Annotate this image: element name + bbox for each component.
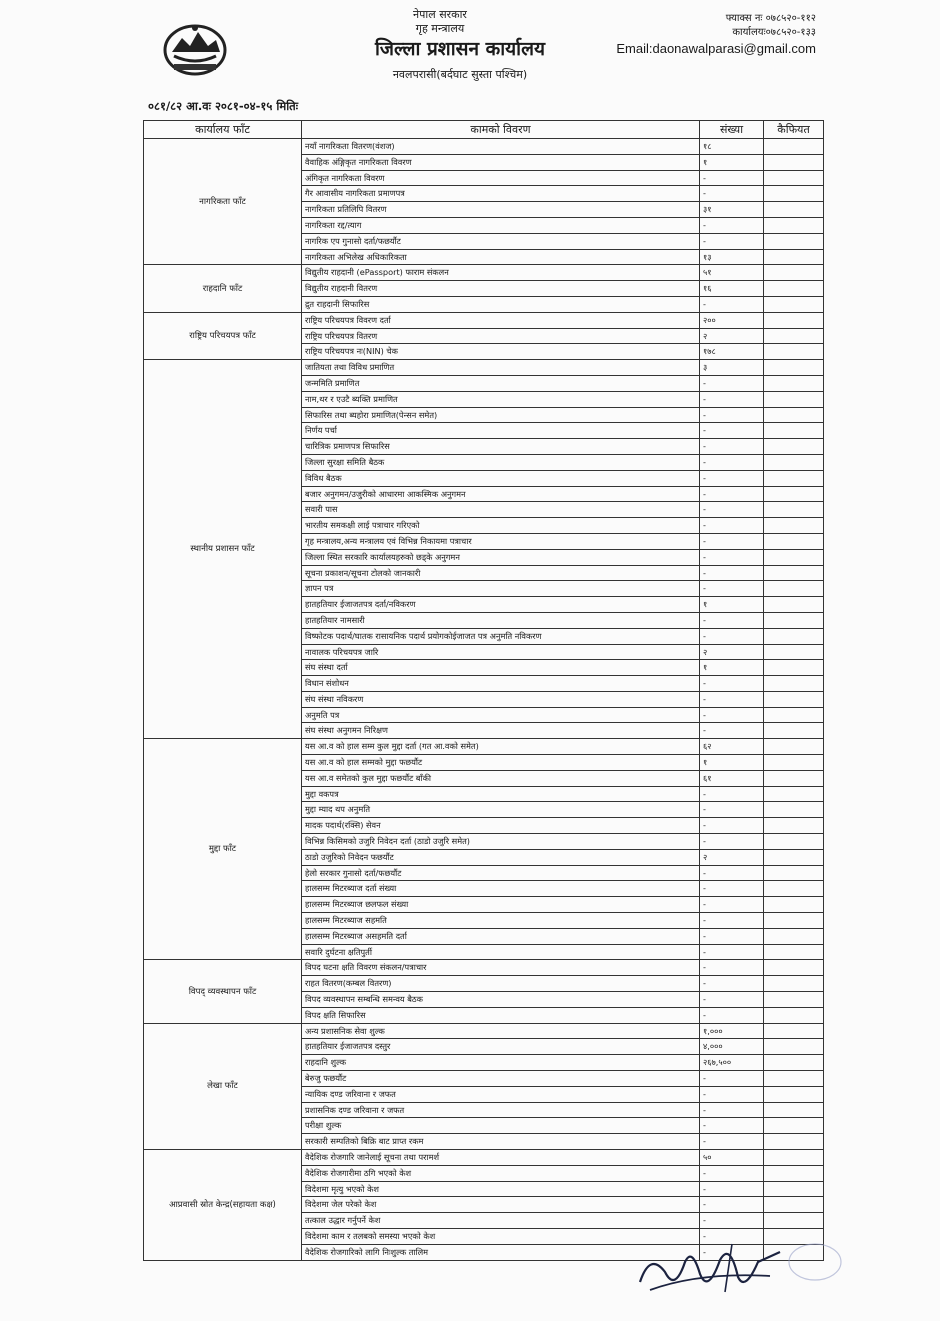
table-row <box>144 139 824 155</box>
task-cell: विद्युतीय राहदानी (ePassport) फाराम संकलन <box>302 265 700 281</box>
task-cell: सरकारी सम्पतिको बिक्रि बाट प्राप्त रकम <box>302 1134 700 1150</box>
count-cell: - <box>700 518 764 534</box>
count-cell: - <box>700 233 764 249</box>
remarks-cell <box>764 1197 824 1213</box>
count-cell: - <box>700 691 764 707</box>
table-row <box>144 265 824 281</box>
count-cell: ६२ <box>700 739 764 755</box>
section-name-cell: आप्रवासी स्रोत केन्द्र(सहायता कक्ष) <box>144 1150 302 1261</box>
remarks-cell <box>764 597 824 613</box>
count-cell: - <box>700 612 764 628</box>
remarks-cell <box>764 1055 824 1071</box>
task-cell: नागरिक एप गुनासो दर्ता/फछर्यौट <box>302 233 700 249</box>
count-cell: - <box>700 676 764 692</box>
task-cell: वैदेशिक रोजगारिको लागि निःशुल्क तालिम <box>302 1244 700 1260</box>
task-cell: विदेशमा काम र तलबको समस्या भएको केश <box>302 1228 700 1244</box>
count-cell: ६१ <box>700 770 764 786</box>
count-cell: - <box>700 391 764 407</box>
task-cell: वैदेशिक रोजगारीमा ठगि भएको केश <box>302 1165 700 1181</box>
remarks-cell <box>764 897 824 913</box>
task-cell: नाम,थर र एउटै ब्यक्ति प्रमाणित <box>302 391 700 407</box>
remarks-cell <box>764 233 824 249</box>
remarks-cell <box>764 1023 824 1039</box>
count-cell: - <box>700 502 764 518</box>
task-cell: राष्ट्रिय परिचयपत्र विवरण दर्ता <box>302 312 700 328</box>
remarks-cell <box>764 170 824 186</box>
phone-number: कार्यालयः०७८५२०-१३३ <box>732 27 816 38</box>
task-cell: न्यायिक दण्ड जरिवाना र जफत <box>302 1086 700 1102</box>
task-cell: द्रुत राहदानी सिफारिस <box>302 296 700 312</box>
count-cell: - <box>700 834 764 850</box>
remarks-cell <box>764 1150 824 1166</box>
count-cell: - <box>700 296 764 312</box>
section-name-cell: राष्ट्रिय परिचयपत्र फाँट <box>144 312 302 359</box>
nepal-emblem-icon <box>160 22 230 78</box>
task-cell: परीक्षा शुल्क <box>302 1118 700 1134</box>
section-name-cell: मुद्दा फाँट <box>144 739 302 960</box>
task-cell: सवारि दुर्घटना क्षतिपुर्ती <box>302 944 700 960</box>
task-cell: हालसम्म मिटरब्याज सहमति <box>302 913 700 929</box>
count-cell: १३ <box>700 249 764 265</box>
count-cell: - <box>700 217 764 233</box>
signature-image <box>630 1232 845 1312</box>
remarks-cell <box>764 1039 824 1055</box>
remarks-cell <box>764 818 824 834</box>
remarks-cell <box>764 470 824 486</box>
count-cell: - <box>700 454 764 470</box>
count-cell: - <box>700 928 764 944</box>
task-cell: जिल्ला सुरक्षा समिति बैठक <box>302 454 700 470</box>
count-cell: - <box>700 1102 764 1118</box>
task-cell: जन्ममिति प्रमाणित <box>302 375 700 391</box>
task-cell: निर्णय पर्चा <box>302 423 700 439</box>
remarks-cell <box>764 186 824 202</box>
task-cell: संघ संस्था नविकरण <box>302 691 700 707</box>
remarks-cell <box>764 755 824 771</box>
count-cell: १८ <box>700 139 764 155</box>
remarks-cell <box>764 1086 824 1102</box>
count-cell: - <box>700 1086 764 1102</box>
remarks-cell <box>764 249 824 265</box>
table-row <box>144 360 824 376</box>
task-cell: मुद्दा म्याद थप अनुमति <box>302 802 700 818</box>
remarks-cell <box>764 865 824 881</box>
task-cell: ज्ञापन पत्र <box>302 581 700 597</box>
count-cell: ५० <box>700 1150 764 1166</box>
count-cell: - <box>700 865 764 881</box>
task-cell: राष्ट्रिय परिचयपत्र नः(NIN) चेक <box>302 344 700 360</box>
task-cell: गृह मन्त्रालय,अन्य मन्त्रालय एवं विभिन्न निकायमा पत्राचार <box>302 533 700 549</box>
remarks-cell <box>764 628 824 644</box>
task-cell: विविध बैठक <box>302 470 700 486</box>
remarks-cell <box>764 944 824 960</box>
remarks-cell <box>764 723 824 739</box>
task-cell: यस आ.व को हाल सम्म कुल मुद्दा दर्ता (गत आ.वको समेत) <box>302 739 700 755</box>
section-name-cell: लेखा फाँट <box>144 1023 302 1149</box>
task-cell: नावालक परिचयपत्र जारि <box>302 644 700 660</box>
remarks-cell <box>764 849 824 865</box>
task-cell: वैवाहिक अंङ्गिकृत नागरिकता विवरण <box>302 154 700 170</box>
task-cell: जिल्ला स्थित सरकारि कार्यालयहरुको छड्के अनुगमन <box>302 549 700 565</box>
remarks-cell <box>764 992 824 1008</box>
count-cell: - <box>700 375 764 391</box>
header-task: कामको विवरण <box>302 121 700 139</box>
count-cell: - <box>700 707 764 723</box>
task-cell: हेलो सरकार गुनासो दर्ता/फछर्यौट <box>302 865 700 881</box>
count-cell: १७८ <box>700 344 764 360</box>
count-cell: २ <box>700 644 764 660</box>
remarks-cell <box>764 454 824 470</box>
count-cell: - <box>700 802 764 818</box>
task-cell: बजार अनुगमन/उजुरीको आधारमा आकस्मिक अनुगमन <box>302 486 700 502</box>
count-cell: २०० <box>700 312 764 328</box>
remarks-cell <box>764 502 824 518</box>
count-cell: १६ <box>700 281 764 297</box>
count-cell: १ <box>700 597 764 613</box>
count-cell: ३१ <box>700 202 764 218</box>
task-cell: चारित्रिक प्रमाणपत्र सिफारिस <box>302 439 700 455</box>
count-cell: - <box>700 1165 764 1181</box>
remarks-cell <box>764 913 824 929</box>
remarks-cell <box>764 612 824 628</box>
task-cell: राहत वितरण(कम्बल वितरण) <box>302 976 700 992</box>
task-cell: संघ संस्था दर्ता <box>302 660 700 676</box>
task-cell: मुद्दा वकपत्र <box>302 786 700 802</box>
task-cell: विपद क्षति सिफारिस <box>302 1007 700 1023</box>
remarks-cell <box>764 691 824 707</box>
task-cell: भारतीय समकक्षी लाई पत्राचार गरिएको <box>302 518 700 534</box>
count-cell: - <box>700 628 764 644</box>
task-cell: संघ संस्था अनुगमन निरिक्षण <box>302 723 700 739</box>
task-cell: ठाडो उजुरिको निवेदन फछर्यौट <box>302 849 700 865</box>
remarks-cell <box>764 391 824 407</box>
remarks-cell <box>764 549 824 565</box>
count-cell: - <box>700 913 764 929</box>
count-cell: - <box>700 1071 764 1087</box>
remarks-cell <box>764 960 824 976</box>
fiscal-date-line: ०८१/८२ आ.वः २०८१-०४-१५ मितिः <box>148 99 299 113</box>
table-row <box>144 312 824 328</box>
letterhead <box>300 8 620 82</box>
count-cell: - <box>700 1134 764 1150</box>
table-row <box>144 960 824 976</box>
section-name-cell: राहदानि फाँट <box>144 265 302 312</box>
remarks-cell <box>764 1007 824 1023</box>
task-cell: वैदेशिक रोजगारि जानेलाई सूचना तथा परामर्श <box>302 1150 700 1166</box>
remarks-cell <box>764 154 824 170</box>
remarks-cell <box>764 881 824 897</box>
task-cell: नागरिकता अभिलेख अधिकारिकता <box>302 249 700 265</box>
task-cell: विधान संशोधन <box>302 676 700 692</box>
task-cell: हालसम्म मिटरब्याज दर्ता संख्या <box>302 881 700 897</box>
task-cell: गैर आवासीय नागरिकता प्रमाणपत्र <box>302 186 700 202</box>
remarks-cell <box>764 660 824 676</box>
task-cell: हातहतियार नामसारी <box>302 612 700 628</box>
count-cell: - <box>700 1244 764 1260</box>
count-cell: - <box>700 170 764 186</box>
remarks-cell <box>764 217 824 233</box>
count-cell: - <box>700 1197 764 1213</box>
remarks-cell <box>764 581 824 597</box>
task-cell: सिफारिस तथा ब्यहोरा प्रमाणित(पेन्सन समेत) <box>302 407 700 423</box>
remarks-cell <box>764 281 824 297</box>
task-cell: यस आ.व समेतको कुल मुद्दा फछर्यौट बाँकी <box>302 770 700 786</box>
table-row <box>144 739 824 755</box>
count-cell: - <box>700 581 764 597</box>
task-cell: यस आ.व को हाल सम्मको मुद्दा फछर्यौट <box>302 755 700 771</box>
remarks-cell <box>764 770 824 786</box>
section-name-cell: स्थानीय प्रशासन फाँट <box>144 360 302 739</box>
task-cell: नयाँ नागरिकता वितरण(वंशज) <box>302 139 700 155</box>
task-cell: विपद व्यवस्थापन सम्बन्धि समन्वय बैठक <box>302 992 700 1008</box>
task-cell: तत्काल उद्धार गर्नुपर्ने केश <box>302 1213 700 1229</box>
count-cell: - <box>700 565 764 581</box>
remarks-cell <box>764 533 824 549</box>
task-cell: राष्ट्रिय परिचयपत्र वितरण <box>302 328 700 344</box>
count-cell: - <box>700 881 764 897</box>
section-name-cell: विपद् व्यवस्थापन फाँट <box>144 960 302 1023</box>
count-cell: - <box>700 1007 764 1023</box>
task-cell: प्रशासनिक दण्ड जरिवाना र जफत <box>302 1102 700 1118</box>
task-cell: विष्फोटक पदार्थ/घातक रासायनिक पदार्थ प्रयोगको‌ईजाजत पत्र अनुमति नविकरण <box>302 628 700 644</box>
count-cell: - <box>700 186 764 202</box>
remarks-cell <box>764 265 824 281</box>
count-cell: - <box>700 533 764 549</box>
table-row <box>144 1150 824 1166</box>
count-cell: - <box>700 423 764 439</box>
email-address: Email:daonawalparasi@gmail.com <box>616 41 816 56</box>
count-cell: - <box>700 486 764 502</box>
task-cell: अन्य प्रशासनिक सेवा शुल्क <box>302 1023 700 1039</box>
count-cell: १ <box>700 755 764 771</box>
count-cell: - <box>700 439 764 455</box>
remarks-cell <box>764 676 824 692</box>
task-cell: जातियता तथा विविध प्रमाणित <box>302 360 700 376</box>
govt-name: नेपाल सरकार <box>413 8 467 21</box>
task-cell: विदेशमा मृत्यु भएको केश <box>302 1181 700 1197</box>
office-name: जिल्ला प्रशासन कार्यालय <box>374 38 546 60</box>
remarks-cell <box>764 328 824 344</box>
report-table-container <box>143 120 823 1261</box>
task-cell: राहदानि शुल्क <box>302 1055 700 1071</box>
count-cell: - <box>700 549 764 565</box>
count-cell: - <box>700 407 764 423</box>
count-cell: - <box>700 470 764 486</box>
task-cell: विभिन्न किसिमको उजुरि निवेदन दर्ता (ठाडो उजुरि समेत) <box>302 834 700 850</box>
count-cell: - <box>700 992 764 1008</box>
header-section: कार्यालय फाँट <box>144 121 302 139</box>
remarks-cell <box>764 375 824 391</box>
remarks-cell <box>764 786 824 802</box>
remarks-cell <box>764 1134 824 1150</box>
task-cell: हातहतियार ईजाजतपत्र दस्तुर <box>302 1039 700 1055</box>
task-cell: विपद घटना क्षति विवरण संकलन/पत्राचार <box>302 960 700 976</box>
count-cell: ५१ <box>700 265 764 281</box>
task-cell: हालसम्म मिटरब्याज छलफल संख्या <box>302 897 700 913</box>
office-location: नवलपरासी(बर्दघाट सुस्ता पश्चिम) <box>392 68 528 81</box>
remarks-cell <box>764 439 824 455</box>
fax-number: फ्याक्स नः ०७८५२०-११२ <box>725 13 816 24</box>
remarks-cell <box>764 344 824 360</box>
remarks-cell <box>764 139 824 155</box>
count-cell: १,००० <box>700 1023 764 1039</box>
task-cell: विदेशमा जेल परेको केश <box>302 1197 700 1213</box>
count-cell: १ <box>700 154 764 170</box>
count-cell: ४,००० <box>700 1039 764 1055</box>
header-count: संख्या <box>700 121 764 139</box>
task-cell: नागरिकता रद्द/त्याग <box>302 217 700 233</box>
task-cell: सूचना प्रकाशन/सूचना टोलको जानकारी <box>302 565 700 581</box>
count-cell: - <box>700 1213 764 1229</box>
remarks-cell <box>764 1118 824 1134</box>
remarks-cell <box>764 1181 824 1197</box>
count-cell: २६७,५०० <box>700 1055 764 1071</box>
table-header-row <box>144 121 824 139</box>
remarks-cell <box>764 1102 824 1118</box>
remarks-cell <box>764 1165 824 1181</box>
remarks-cell <box>764 518 824 534</box>
section-name-cell: नागरिकता फाँट <box>144 139 302 265</box>
table-body <box>144 139 824 1261</box>
remarks-cell <box>764 407 824 423</box>
count-cell: - <box>700 1228 764 1244</box>
count-cell: - <box>700 786 764 802</box>
count-cell: २ <box>700 328 764 344</box>
remarks-cell <box>764 644 824 660</box>
remarks-cell <box>764 360 824 376</box>
count-cell: - <box>700 1118 764 1134</box>
count-cell: ३ <box>700 360 764 376</box>
remarks-cell <box>764 976 824 992</box>
remarks-cell <box>764 1071 824 1087</box>
remarks-cell <box>764 565 824 581</box>
task-cell: नागरिकता प्रतिलिपि वितरण <box>302 202 700 218</box>
remarks-cell <box>764 834 824 850</box>
remarks-cell <box>764 1213 824 1229</box>
table-row <box>144 1023 824 1039</box>
count-cell: - <box>700 818 764 834</box>
remarks-cell <box>764 202 824 218</box>
task-cell: हालसम्म मिटरब्याज असहमति दर्ता <box>302 928 700 944</box>
count-cell: - <box>700 960 764 976</box>
remarks-cell <box>764 312 824 328</box>
count-cell: - <box>700 944 764 960</box>
count-cell: - <box>700 897 764 913</box>
remarks-cell <box>764 296 824 312</box>
remarks-cell <box>764 423 824 439</box>
ministry-name: गृह मन्त्रालय <box>415 22 465 35</box>
remarks-cell <box>764 928 824 944</box>
remarks-cell <box>764 802 824 818</box>
task-cell: अंगिकृत नागरिकता विवरण <box>302 170 700 186</box>
count-cell: १ <box>700 660 764 676</box>
task-cell: हातहतियार ईजाजतपत्र दर्ता/नविकरण <box>302 597 700 613</box>
header-remarks: कैफियत <box>764 121 824 139</box>
count-cell: - <box>700 723 764 739</box>
task-cell: मादक पदार्थ(रक्सि) सेवन <box>302 818 700 834</box>
task-cell: बेरुजु फछर्यौट <box>302 1071 700 1087</box>
count-cell: - <box>700 1181 764 1197</box>
remarks-cell <box>764 739 824 755</box>
task-cell: अनुमति पत्र <box>302 707 700 723</box>
task-cell: विद्युतीय राहदानी वितरण <box>302 281 700 297</box>
contact-block <box>608 12 816 56</box>
count-cell: - <box>700 976 764 992</box>
remarks-cell <box>764 707 824 723</box>
report-table <box>143 120 824 1261</box>
remarks-cell <box>764 486 824 502</box>
count-cell: २ <box>700 849 764 865</box>
task-cell: सवारी पास <box>302 502 700 518</box>
